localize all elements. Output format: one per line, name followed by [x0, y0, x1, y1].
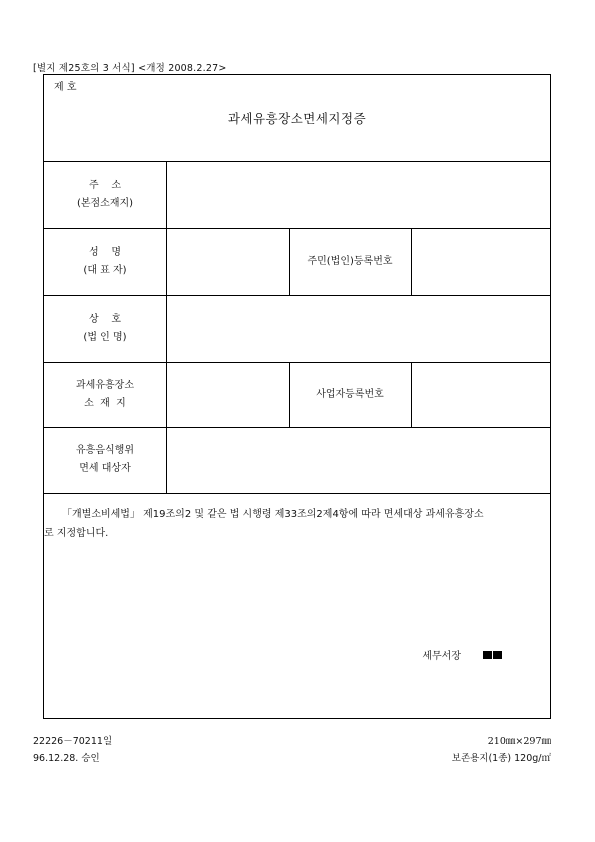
document-number-label: 제 호 — [54, 82, 77, 93]
location-label: 과세유흥장소 소 재 지 — [76, 379, 134, 409]
official-seal — [483, 651, 502, 659]
paper-type: 보존용지(1종) 120g/㎡ — [451, 753, 551, 764]
certificate-form — [43, 74, 551, 719]
exemption-target-field[interactable] — [166, 427, 552, 493]
address-label: 주 소 (본점소재지) — [76, 179, 134, 209]
trade-name-field[interactable] — [166, 295, 552, 362]
registration-number-field[interactable] — [411, 228, 552, 295]
business-number-field[interactable] — [411, 362, 552, 427]
paper-size: 210㎜×297㎜ — [487, 736, 551, 747]
trade-name-label: 상 호 (법 인 명) — [83, 313, 127, 343]
signature-block — [422, 647, 502, 662]
form-code: 22226－70211일 — [33, 736, 113, 747]
page-title: 과세유흥장소면세지정증 — [227, 111, 367, 126]
signer-title: 세무서장 — [422, 651, 461, 662]
location-field[interactable] — [166, 362, 289, 427]
registration-number-label: 주민(법인)등록번호 — [307, 255, 393, 267]
approval-date: 96.12.28. 승인 — [33, 753, 100, 764]
address-field[interactable] — [166, 161, 552, 228]
designation-statement: 「개별소비세법」 제19조의2 및 같은 법 시행령 제33조의2제4항에 따라 면세대상 과세유흥장소 로 지정합니다. — [44, 509, 484, 539]
business-number-label: 사업자등록번호 — [316, 388, 384, 400]
name-label: 성 명 (대 표 자) — [83, 246, 127, 276]
exemption-target-label: 유흥음식행위 면세 대상자 — [76, 445, 134, 474]
name-field[interactable] — [166, 228, 289, 295]
row-divider — [44, 493, 550, 494]
form-number-note: [별지 제25호의 3 서식] <개정 2008.2.27> — [33, 63, 227, 74]
